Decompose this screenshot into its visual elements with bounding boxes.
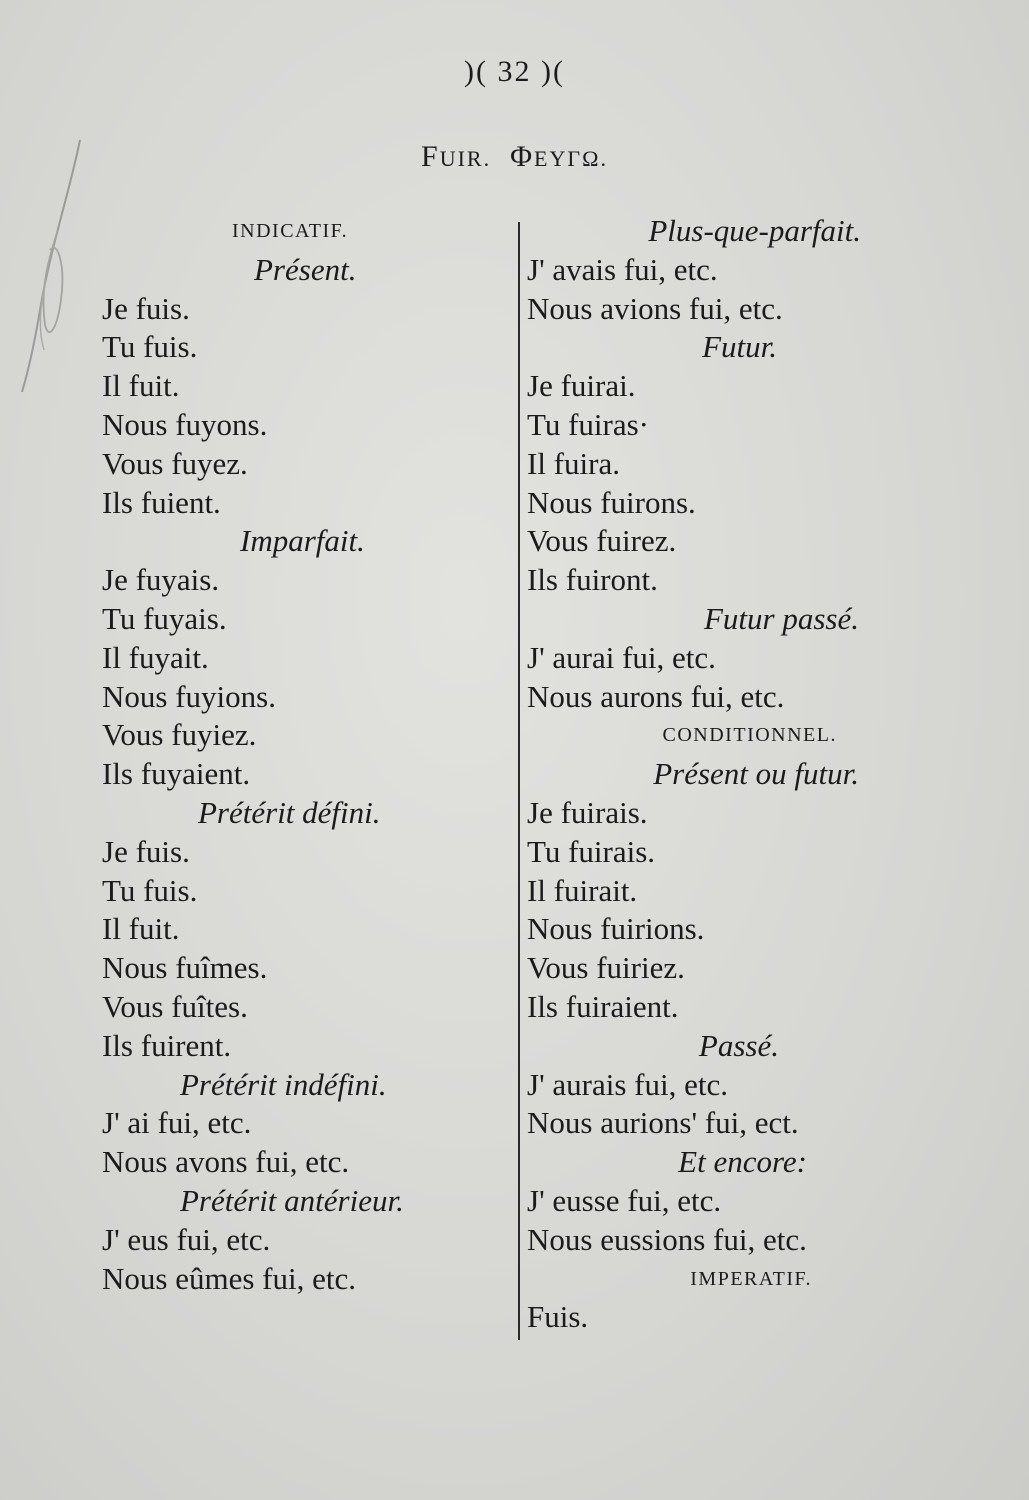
conjugation-line: Ils fuiront. [527, 562, 658, 598]
conjugation-line: Nous fuyions. [102, 678, 276, 714]
greek-initial: Φ [510, 140, 535, 173]
conjugation-line: Il fuirait. [527, 872, 638, 908]
conjugation-line: J' avais fui, etc. [527, 251, 718, 287]
conjugation-line: Vous fuîtes. [102, 988, 248, 1024]
conjugation-line: Vous fuiriez. [527, 950, 685, 986]
conjugation-line: Tu fuirais. [527, 833, 656, 869]
conjugation-line: Nous fuyons. [102, 406, 268, 442]
conjugation-line: Tu fuis. [102, 872, 198, 908]
tense-present: Présent. [254, 251, 357, 287]
left-column [102, 212, 502, 1298]
conjugation-line: Nous fuirions. [527, 911, 705, 947]
greek-rest: ΕΥΓΩ. [534, 146, 608, 171]
conjugation-line: Ils fuient. [102, 484, 221, 520]
tense-plus-que-parfait: Plus-que-parfait. [648, 213, 861, 248]
verb-heading [0, 140, 1029, 174]
conjugation-line: Nous eûmes fui, etc. [102, 1260, 356, 1296]
conjugation-line: Je fuis. [102, 290, 190, 326]
conjugation-line: Vous fuirez. [527, 523, 677, 559]
conjugation-line: Tu fuyais. [102, 600, 227, 636]
conjugation-line: Je fuyais. [102, 562, 220, 598]
conjugation-line: Vous fuyez. [102, 445, 248, 481]
conjugation-line: Fuis. [527, 1299, 589, 1335]
section-conditionnel: CONDITIONNEL. [662, 724, 837, 747]
conjugation-line: Ils fuiraient. [527, 988, 679, 1024]
conjugation-line: J' aurais fui, etc. [527, 1066, 728, 1102]
tense-futur-passe: Futur passé. [704, 600, 859, 636]
section-imperatif: IMPERATIF. [690, 1267, 812, 1290]
conjugation-line: Il fuira. [527, 445, 620, 481]
tense-imparfait: Imparfait. [240, 523, 365, 559]
conjugation-line: Vous fuyiez. [102, 717, 257, 753]
conjugation-line: Tu fuiras· [527, 406, 650, 442]
right-column [527, 212, 867, 1337]
tense-passe: Passé. [698, 1027, 779, 1063]
conjugation-line: Il fuyait. [102, 639, 209, 675]
conjugation-line: Ils fuyaient. [102, 756, 251, 792]
conjugation-line: Tu fuis. [102, 329, 198, 365]
page-number: )( 32 )( [464, 55, 565, 88]
conjugation-line: J' eus fui, etc. [102, 1221, 271, 1257]
column-divider [518, 222, 520, 1340]
conjugation-line: Nous aurions' fui, ect. [527, 1105, 799, 1141]
verb-initial: F [421, 140, 440, 173]
conjugation-line: Nous eussions fui, etc. [527, 1221, 807, 1257]
conjugation-line: J' ai fui, etc. [102, 1105, 252, 1141]
conjugation-line: Ils fuirent. [102, 1027, 232, 1063]
conjugation-line: Il fuit. [102, 911, 180, 947]
verb-rest: UIR. [439, 146, 492, 171]
tense-present-ou-futur: Présent ou futur. [653, 756, 859, 792]
tense-preterit-anterieur: Prétérit antérieur. [180, 1182, 404, 1218]
conjugation-line: J' eusse fui, etc. [527, 1182, 722, 1218]
conjugation-line: Je fuis. [102, 833, 190, 869]
conjugation-line: Nous fuîmes. [102, 950, 268, 986]
conjugation-line: Nous aurons fui, etc. [527, 678, 785, 714]
section-indicatif: INDICATIF. [232, 220, 349, 242]
tense-preterit-indefini: Prétérit indéfini. [180, 1066, 387, 1102]
conjugation-line: Nous avons fui, etc. [102, 1144, 350, 1180]
conjugation-line: Nous fuirons. [527, 484, 696, 520]
conjugation-line: Il fuit. [102, 368, 180, 404]
conjugation-line: Je fuirais. [527, 794, 648, 830]
conjugation-line: J' aurai fui, etc. [527, 639, 716, 675]
tense-futur: Futur. [702, 329, 777, 365]
conjugation-line: Nous avions fui, etc. [527, 290, 783, 326]
tense-preterit-defini: Prétérit défini. [198, 794, 381, 830]
conjugation-line: Je fuirai. [527, 368, 636, 404]
tense-et-encore: Et encore: [678, 1144, 807, 1180]
